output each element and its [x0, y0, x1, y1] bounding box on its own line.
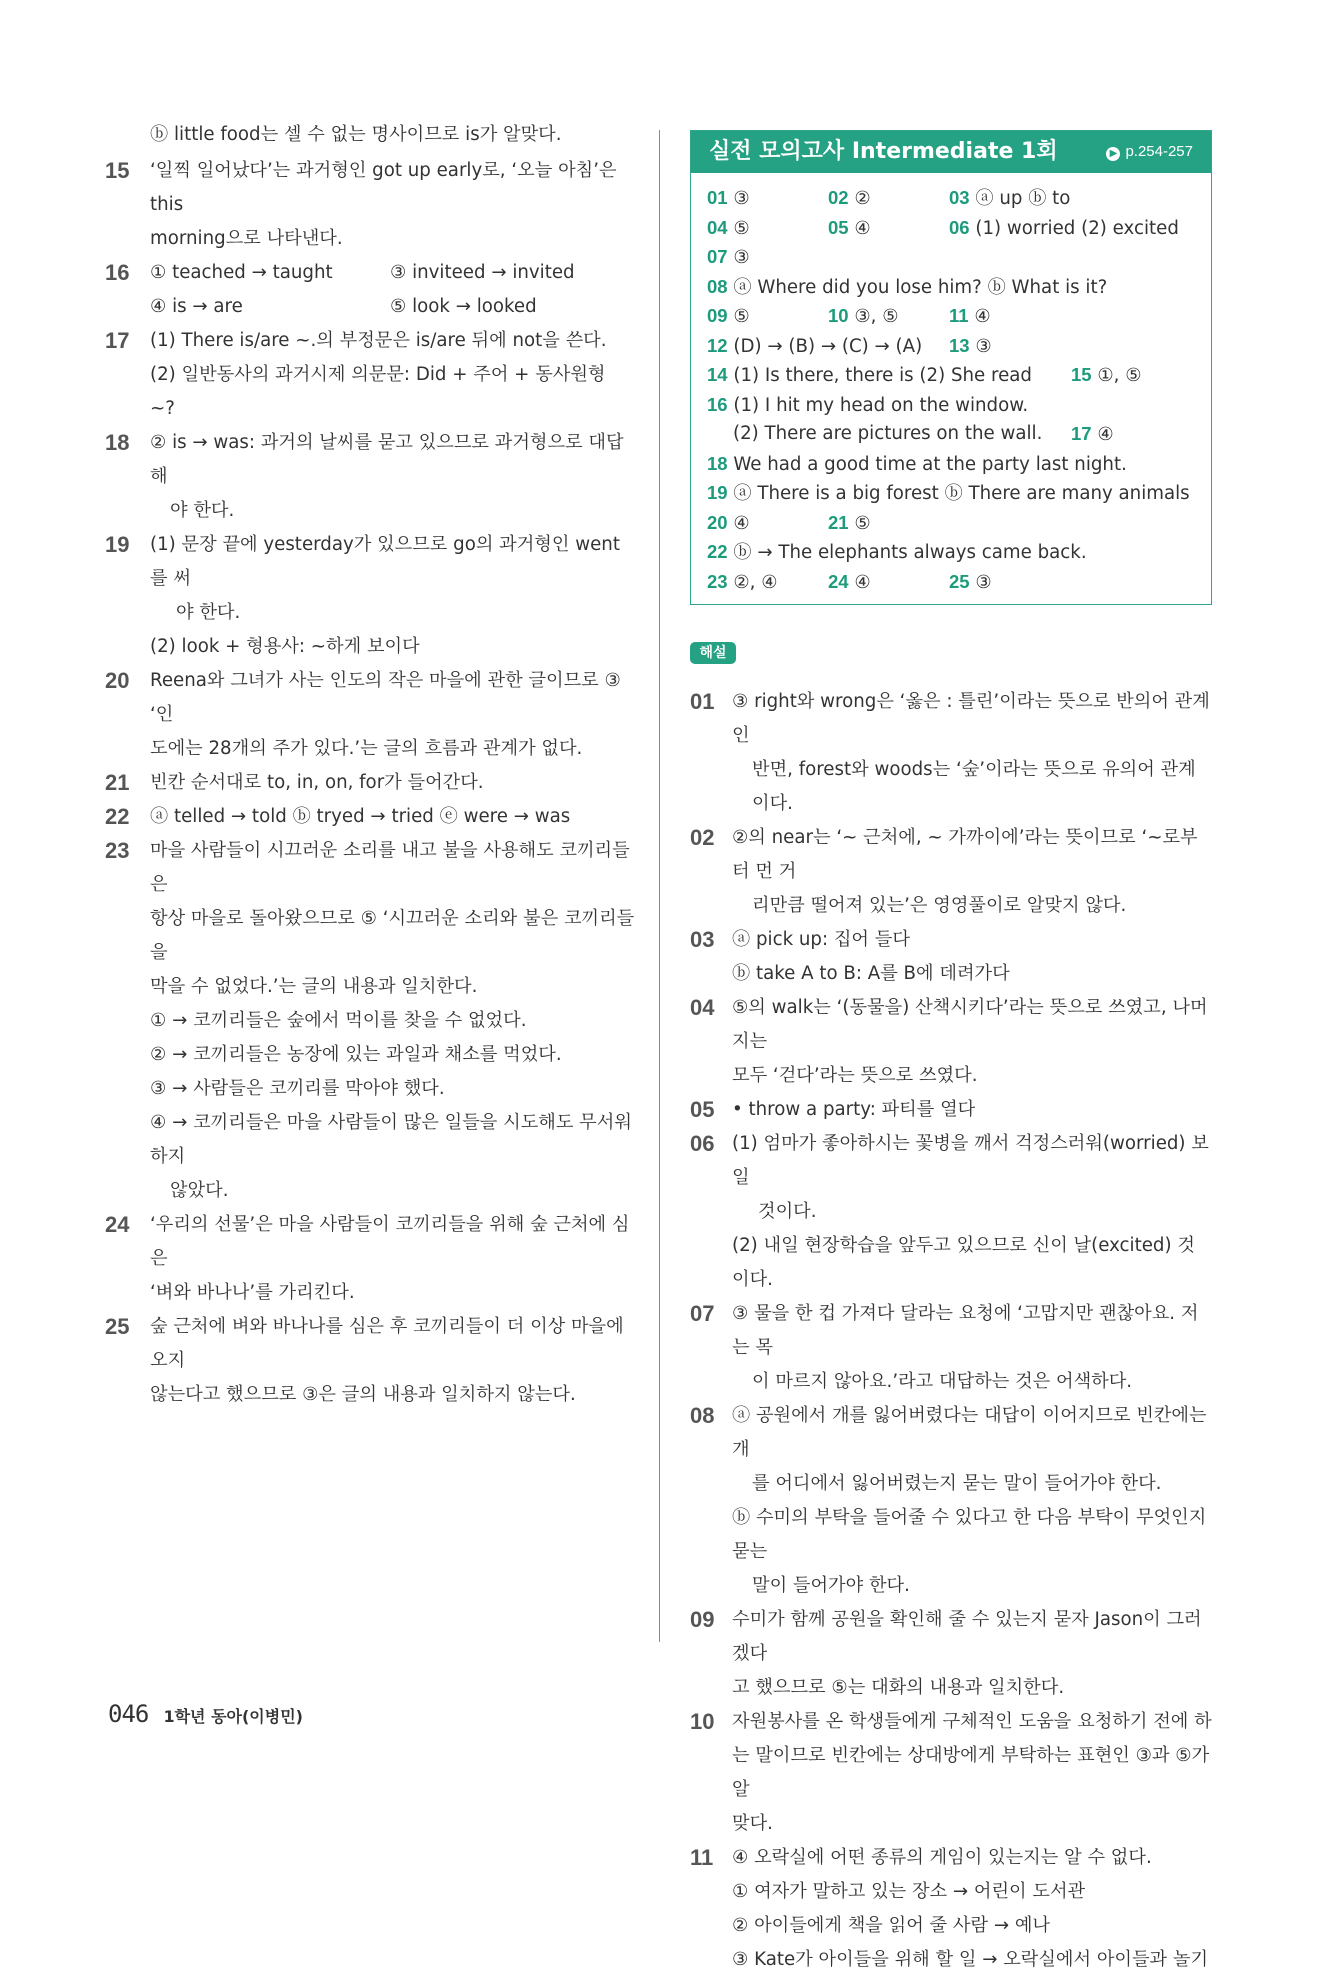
answer-number: 05: [828, 216, 849, 238]
answer-cell: [1071, 360, 1142, 391]
page-ref-text: p.254-257: [1125, 143, 1193, 160]
page-footer: [108, 1700, 303, 1728]
item-line: ‘일찍 일어났다’는 과거형인 got up early로, ‘오늘 아침’은 this: [150, 160, 617, 215]
answer-row: [707, 183, 1195, 213]
answer-number: 25: [949, 570, 970, 592]
correction: ③ inviteed → invited: [390, 262, 575, 283]
explanation-list: [690, 685, 1212, 1977]
item-line: 를 어디에서 잃어버렸는지 묻는 말이 들어가야 한다.: [752, 1473, 1162, 1494]
answer-number: 18: [707, 452, 728, 474]
answer-cell: [949, 213, 1179, 244]
answer-cell: [707, 508, 750, 539]
item-number: 07: [690, 1301, 715, 1326]
answer-number: 08: [707, 275, 728, 297]
item-line: ③ right와 wrong은 ‘옳은 : 틀린’이라는 뜻으로 반의어 관계인: [732, 691, 1210, 746]
item-line: 수미가 함께 공원을 확인해 줄 수 있는지 묻자 Jason이 그러겠다: [732, 1609, 1202, 1664]
answer-value: (1) I hit my head on the window.: [733, 394, 1029, 416]
item-line: ③ 물을 한 컵 가져다 달라는 요청에 ‘고맙지만 괜찮아요. 저는 목: [732, 1303, 1199, 1358]
item-line: 않는다고 했으므로 ③은 글의 내용과 일치하지 않는다.: [150, 1384, 576, 1405]
item-line: 리만큼 떨어져 있는’은 영영풀이로 알맞지 않다.: [752, 895, 1127, 916]
answer-value: ④: [1097, 424, 1114, 445]
answer-number: 21: [828, 511, 849, 533]
item-line: 항상 마을로 돌아왔으므로 ⑤ ‘시끄러운 소리와 불은 코끼리들을: [150, 908, 635, 963]
item-line: morning으로 나타낸다.: [150, 228, 343, 249]
item-line: (2) 일반동사의 과거시제 의문문: Did + 주어 + 동사원형 ~?: [150, 364, 606, 419]
item-line: 않았다.: [170, 1180, 229, 1201]
list-item: [105, 766, 635, 800]
item-line: 도에는 28개의 주가 있다.’는 글의 흐름과 관계가 없다.: [150, 738, 583, 759]
answer-value: ⓐ There is a big forest ⓑ There are many animals: [733, 483, 1190, 504]
answer-number: 15: [1071, 364, 1092, 385]
answer-value: ⑤: [733, 217, 750, 239]
answer-number: 04: [707, 216, 728, 238]
answer-number: 06: [949, 216, 970, 238]
answer-number: 23: [707, 570, 728, 592]
answer-value: ④: [854, 571, 871, 593]
item-line: 는 말이므로 빈칸에는 상대방에게 부탁하는 표현인 ③과 ⑤가 알: [732, 1745, 1210, 1800]
item-line: ②의 near는 ‘~ 근처에, ~ 가까이에’라는 뜻이므로 ‘~로부터 먼 거: [732, 827, 1198, 882]
item-number: 01: [690, 689, 715, 714]
answer-cell: [707, 449, 1127, 480]
list-item: [105, 154, 635, 256]
left-column: [105, 118, 635, 1412]
answer-number: 07: [707, 246, 728, 267]
list-item: [690, 1093, 1212, 1127]
answer-value: ③: [975, 335, 992, 357]
item-line: 고 했으므로 ⑤는 대화의 내용과 일치한다.: [732, 1677, 1065, 1698]
answer-value: ①, ⑤: [1097, 365, 1142, 386]
answer-number: 24: [828, 570, 849, 592]
list-item: [690, 1705, 1212, 1841]
item-line: ② → 코끼리들은 농장에 있는 과일과 채소를 먹었다.: [150, 1044, 562, 1065]
item-line: ③ Kate가 아이들을 위해 할 일 → 오락실에서 아이들과 놀기: [732, 1949, 1209, 1970]
column-divider: [659, 130, 660, 1642]
answer-cell: [828, 567, 871, 598]
item-number: 18: [105, 430, 130, 455]
item-line: 자원봉사를 온 학생들에게 구체적인 도움을 요청하기 전에 하: [732, 1711, 1212, 1732]
answer-value: ⑤: [733, 306, 750, 327]
answer-row: [707, 331, 1195, 361]
answer-cell: [949, 183, 1070, 214]
answer-number: 02: [828, 187, 849, 208]
answer-value: ⑤: [854, 512, 871, 534]
item-number: 17: [105, 328, 130, 353]
item-line: ① 여자가 말하고 있는 장소 → 어린이 도서관: [732, 1881, 1086, 1902]
answer-value: ④: [733, 512, 750, 534]
answer-number: 19: [707, 482, 728, 503]
item-line: 야 한다.: [176, 602, 241, 623]
answer-row: [707, 567, 1195, 597]
answer-number: 20: [707, 511, 728, 533]
item-number: 24: [105, 1212, 130, 1237]
answer-cell: [707, 183, 750, 214]
answer-row: [707, 360, 1195, 390]
item-number: 09: [690, 1607, 715, 1632]
item-line: 마을 사람들이 시끄러운 소리를 내고 불을 사용해도 코끼리들은: [150, 840, 630, 895]
answer-value: ⓐ up ⓑ to: [975, 188, 1071, 209]
answer-row: [707, 449, 1195, 479]
answer-cell: [1071, 419, 1114, 450]
item-number: 10: [690, 1709, 715, 1734]
correction: ④ is → are: [150, 296, 243, 317]
list-item: [690, 923, 1212, 991]
item-line: ① → 코끼리들은 숲에서 먹이를 찾을 수 없었다.: [150, 1010, 527, 1031]
item-line: 맞다.: [732, 1813, 773, 1834]
correction: ⑤ look → looked: [390, 296, 537, 317]
list-item: [690, 1603, 1212, 1705]
answer-cell: [733, 419, 1042, 449]
item-line: (1) 문장 끝에 yesterday가 있으므로 go의 과거형인 went를 써: [150, 534, 620, 589]
answer-value: ②: [854, 188, 871, 209]
item-line: (1) 엄마가 좋아하시는 꽃병을 깨서 걱정스러워(worried) 보일: [732, 1133, 1209, 1188]
answer-number: 14: [707, 364, 728, 385]
list-item: [690, 1297, 1212, 1399]
list-item: [105, 1310, 635, 1412]
answer-row: [707, 478, 1195, 508]
answer-key-box: [690, 130, 1212, 605]
item-line: ④ 오락실에 어떤 종류의 게임이 있는지는 알 수 없다.: [732, 1847, 1152, 1868]
answer-cell: [828, 301, 899, 332]
answer-cell: [707, 390, 1028, 421]
item-line: 이 마르지 않아요.’라고 대답하는 것은 어색하다.: [752, 1371, 1133, 1392]
item-number: 08: [690, 1403, 715, 1428]
item-line: 막을 수 없었다.’는 글의 내용과 일치한다.: [150, 976, 478, 997]
list-item: [105, 528, 635, 664]
answer-cell: [707, 567, 778, 598]
answer-cell: [828, 183, 871, 214]
answer-cell: [828, 508, 871, 539]
answer-number: 22: [707, 541, 728, 562]
item-line: (2) look + 형용사: ~하게 보이다: [150, 636, 420, 657]
item-line: ⓐ telled → told ⓑ tryed → tried ⓔ were → was: [150, 806, 571, 827]
answer-row: [707, 213, 1195, 243]
answer-number: 11: [949, 305, 969, 326]
answer-key-body: [691, 173, 1211, 604]
list-item: [690, 1399, 1212, 1603]
answer-cell: [949, 567, 992, 598]
item-line: ‘벼와 바나나’를 가리킨다.: [150, 1282, 355, 1303]
answer-number: 13: [949, 334, 970, 356]
item-number: 04: [690, 995, 715, 1020]
answer-value: ⓐ Where did you lose him? ⓑ What is it?: [733, 276, 1108, 298]
item-number: 11: [690, 1845, 714, 1870]
item-line: ⓑ take A to B: A를 B에 데려가다: [732, 963, 1010, 984]
answer-row: [707, 242, 1195, 272]
list-item: [105, 256, 635, 324]
answer-number: 16: [707, 393, 728, 415]
list-item: [690, 1127, 1212, 1297]
answer-number: 03: [949, 187, 970, 208]
item-line: Reena와 그녀가 사는 인도의 작은 마을에 관한 글이므로 ③ ‘인: [150, 670, 621, 725]
answer-value: ④: [854, 217, 871, 239]
item-line: 모두 ‘걷다’라는 뜻으로 쓰였다.: [732, 1065, 978, 1086]
item-line: ⓐ pick up: 집어 들다: [732, 929, 910, 950]
item-line: ② 아이들에게 책을 읽어 줄 사람 → 예나: [732, 1915, 1050, 1936]
page-number: 046: [108, 1700, 149, 1728]
chevron-right-icon: ▶: [1106, 147, 1120, 161]
item-number: 19: [105, 532, 130, 557]
answer-value: ②, ④: [733, 571, 778, 593]
answer-number: 17: [1071, 423, 1092, 444]
answer-row: [707, 537, 1195, 567]
item-number: 23: [105, 838, 130, 863]
list-item: [105, 664, 635, 766]
answer-cell: [707, 360, 1032, 391]
item-number: 20: [105, 668, 130, 693]
answer-value: ③: [733, 188, 750, 209]
item-line: 말이 들어가야 한다.: [752, 1575, 910, 1596]
item-number: 16: [105, 260, 130, 285]
item-number: 15: [105, 158, 130, 183]
answer-cell: [707, 478, 1190, 509]
item-line: ③ → 사람들은 코끼리를 막아야 했다.: [150, 1078, 445, 1099]
item-line: 빈칸 순서대로 to, in, on, for가 들어간다.: [150, 772, 484, 793]
answer-value: ③: [975, 571, 992, 593]
item-line: ⓑ 수미의 부탁을 들어줄 수 있다고 한 다음 부탁이 무엇인지 묻는: [732, 1507, 1207, 1562]
answer-key-title: 실전 모의고사 Intermediate 1회: [709, 139, 1058, 164]
answer-row: [707, 390, 1195, 420]
item-number: 25: [105, 1314, 130, 1339]
answer-cell: [707, 301, 750, 332]
item-number: 05: [690, 1097, 715, 1122]
item-line: (1) There is/are ~.의 부정문은 is/are 뒤에 not을 쓴다.: [150, 330, 607, 351]
item-number: 03: [690, 927, 715, 952]
list-item: [690, 1841, 1212, 1977]
item-line: 숲 근처에 벼와 바나나를 심은 후 코끼리들이 더 이상 마을에 오지: [150, 1316, 624, 1371]
answer-number: 10: [828, 305, 849, 326]
item-line: • throw a party: 파티를 열다: [732, 1099, 976, 1120]
item-line: ④ → 코끼리들은 마을 사람들이 많은 일들을 시도해도 무서워하지: [150, 1112, 632, 1167]
answer-cell: [828, 213, 871, 244]
answer-cell: [707, 331, 922, 362]
list-item: [105, 1208, 635, 1310]
answer-cell: [949, 331, 992, 362]
answer-value: (1) Is there, there is (2) She read: [733, 365, 1032, 386]
item-line: ⑤의 walk는 ‘(동물을) 산책시키다’라는 뜻으로 쓰였고, 나머지는: [732, 997, 1208, 1052]
answer-cell: [707, 272, 1107, 303]
item-number: 02: [690, 825, 715, 850]
answer-value: ⓑ → The elephants always came back.: [733, 542, 1087, 563]
answer-value: (1) worried (2) excited: [975, 217, 1179, 239]
item-line: ⓐ 공원에서 개를 잃어버렸다는 대답이 이어지므로 빈칸에는 개: [732, 1405, 1207, 1460]
item-number: 21: [105, 770, 130, 795]
item-line: (2) 내일 현장학습을 앞두고 있으므로 신이 날(excited) 것이다.: [732, 1235, 1195, 1290]
item-line: ② is → was: 과거의 날씨를 묻고 있으므로 과거형으로 대답해: [150, 432, 624, 487]
answer-row: [707, 272, 1195, 302]
item-line: 반면, forest와 woods는 ‘숲’이라는 뜻으로 유의어 관계이다.: [752, 759, 1196, 814]
answer-value: ③: [733, 247, 750, 268]
list-item: [690, 685, 1212, 821]
answer-number: 09: [707, 305, 728, 326]
right-column: [690, 130, 1212, 1970]
answer-row: [707, 301, 1195, 331]
list-item: [105, 834, 635, 1208]
answer-value: (D) → (B) → (C) → (A): [733, 335, 923, 357]
answer-row: [707, 508, 1195, 538]
item-number: 06: [690, 1131, 715, 1156]
answer-cell: [707, 213, 750, 244]
answer-value: ④: [974, 306, 991, 327]
item-line: 야 한다.: [170, 500, 235, 521]
item-line: 것이다.: [758, 1201, 817, 1222]
answer-number: 12: [707, 334, 728, 356]
list-item: [105, 426, 635, 528]
explanation-badge: 해설: [690, 642, 736, 664]
answer-value: (2) There are pictures on the wall.: [733, 423, 1043, 444]
answer-key-header: [691, 131, 1211, 173]
list-item: [105, 800, 635, 834]
list-item: [690, 991, 1212, 1093]
answer-row: [707, 419, 1195, 449]
item-number: 22: [105, 804, 130, 829]
item-line: ‘우리의 선물’은 마을 사람들이 코끼리들을 위해 숲 근처에 심은: [150, 1214, 630, 1269]
answer-value: We had a good time at the party last night.: [733, 453, 1127, 475]
correction: ① teached → taught: [150, 262, 333, 283]
list-item: [105, 324, 635, 426]
answer-cell: [707, 242, 750, 273]
answer-cell: [949, 301, 991, 332]
list-item: [690, 821, 1212, 923]
page-reference: [1106, 142, 1193, 162]
answer-number: 01: [707, 187, 728, 208]
answer-value: ③, ⑤: [854, 306, 899, 327]
answer-cell: [707, 537, 1087, 568]
book-label: 1학년 동아(이병민): [163, 1707, 303, 1726]
pre-line: ⓑ little food는 셀 수 없는 명사이므로 is가 알맞다.: [150, 124, 562, 145]
